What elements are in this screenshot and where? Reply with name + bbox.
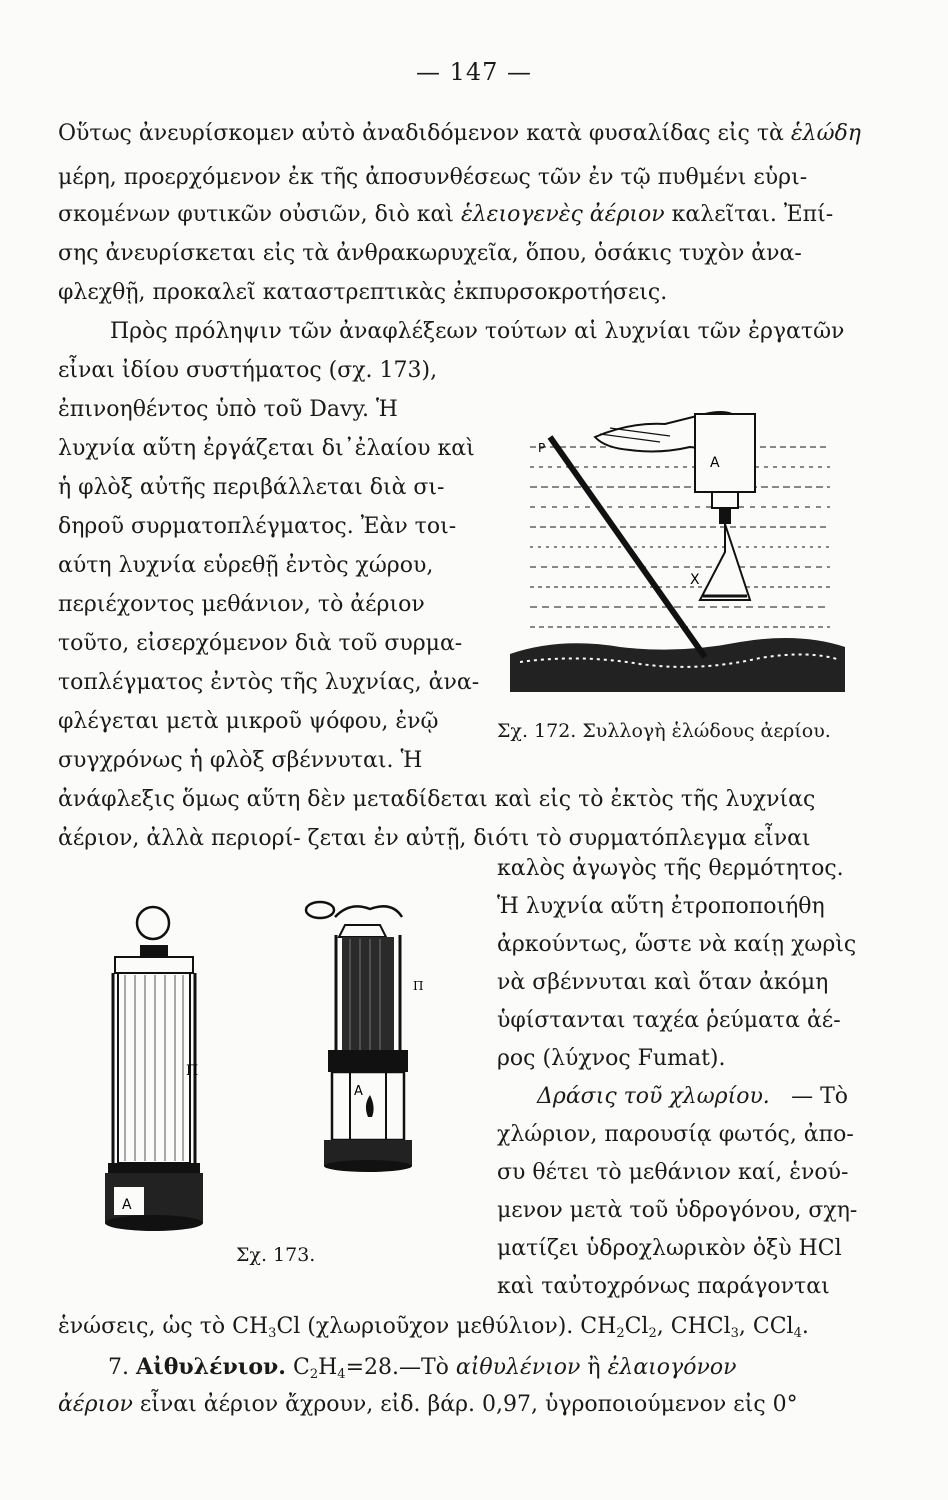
text-line: Δράσις τοῦ χλωρίου. — Τὸ bbox=[537, 1084, 848, 1109]
davy-lamp-left bbox=[105, 907, 203, 1231]
text-line: καλὸς ἀγωγὸς τῆς θερμότητος. bbox=[497, 856, 844, 881]
figure-173-caption: Σχ. 173. bbox=[236, 1244, 316, 1266]
text-line: ρος (λύχνος Fumat). bbox=[497, 1046, 726, 1071]
label-a-left: A bbox=[122, 1197, 132, 1213]
text-line: Πρὸς πρόληψιν τῶν ἀναφλέξεων τούτων αἱ λυχνίαι τῶν ἐργατῶν bbox=[110, 319, 845, 344]
text-line: ἀέριον, ἀλλὰ περιορί- ζεται ἐν αὐτῇ, διότι τὸ συρματόπλεγμα εἶναι bbox=[58, 826, 811, 851]
text-line: ἀέριον εἶναι ἀέριον ἄχρουν, εἰδ. βάρ. 0,97, ὑγροποιούμενον εἰς 0° bbox=[58, 1392, 798, 1417]
label-a-right: A bbox=[354, 1084, 363, 1099]
label-pi-right: Π bbox=[413, 979, 424, 993]
text-line: ὑφίστανται ταχέα ῥεύματα ἀέ- bbox=[497, 1008, 841, 1033]
text-line: συ θέτει τὸ μεθάνιον καί, ἑνού- bbox=[497, 1160, 849, 1185]
text-line: δηροῦ συρματοπλέγματος. Ἐὰν τοι- bbox=[58, 514, 457, 539]
text-line: καὶ ταὐτοχρόνως παράγονται bbox=[497, 1274, 830, 1299]
text-line: μενον μετὰ τοῦ ὑδρογόνου, σχη- bbox=[497, 1198, 858, 1223]
label-p: P bbox=[538, 441, 546, 455]
text-line: ἡ φλὸξ αὐτῆς περιβάλλεται διὰ σι- bbox=[58, 475, 445, 500]
text-line: περιέχοντος μεθάνιον, τὸ ἀέριον bbox=[58, 592, 425, 617]
figure-173-davy-lamps bbox=[80, 895, 480, 1240]
text-line: χλώριον, παρουσίᾳ φωτός, ἀπο- bbox=[497, 1122, 854, 1147]
figure-172-caption: Σχ. 172. Συλλογὴ ἑλώδους ἀερίου. bbox=[497, 720, 831, 742]
text-line: φλέγεται μετὰ μικροῦ ψόφου, ἐνῷ bbox=[58, 709, 439, 734]
text-line: ἐπινοηθέντος ὑπὸ τοῦ Davy. Ἡ bbox=[58, 397, 398, 422]
mud-ground bbox=[510, 638, 845, 692]
label-a: A bbox=[710, 455, 720, 471]
text-line: αύτη λυχνία εὑρεθῇ ἐντὸς χώρου, bbox=[58, 553, 434, 578]
davy-lamp-right bbox=[306, 902, 423, 1172]
text-line: ἀρκούντως, ὥστε νὰ καίῃ χωρὶς bbox=[497, 932, 857, 957]
text-line: Οὕτως ἀνευρίσκομεν αὐτὸ ἀναδιδόμενον κατὰ φυσαλίδας εἰς τὰ ἑλώδη bbox=[58, 121, 861, 146]
label-pi-left: Π bbox=[186, 1063, 199, 1079]
text-line: ἀνάφλεξις ὅμως αὕτη δὲν μεταδίδεται καὶ εἰς τὸ ἐκτὸς τῆς λυχνίας bbox=[58, 787, 816, 812]
text-line: μέρη, προερχόμενον ἐκ τῆς ἀποσυνθέσεως τῶν ἐν τῷ πυθμένι εὑρι- bbox=[58, 165, 808, 190]
text-line: τοῦτο, εἰσερχόμενον διὰ τοῦ συρμα- bbox=[58, 631, 463, 656]
text-line: ματίζει ὑδροχλωρικὸν ὀξὺ HCl bbox=[497, 1236, 842, 1261]
text-line: σκομένων φυτικῶν οὐσιῶν, διὸ καὶ ἑλειογενὲς ἀέριον καλεῖται. Ἐπί- bbox=[58, 202, 834, 227]
text-line: σης ἀνευρίσκεται εἰς τὰ ἀνθρακωρυχεῖα, ὅπου, ὁσάκις τυχὸν ἀνα- bbox=[58, 241, 802, 266]
text-line: φλεχθῇ, προκαλεῖ καταστρεπτικὰς ἐκπυρσοκροτήσεις. bbox=[58, 280, 668, 305]
text-line: ἑνώσεις, ὡς τὸ $CH_3Cl$ (χλωριοῦχον μεθύλιον). $CH_2Cl_2$, CHCl$_3$, CCl$_4$. bbox=[58, 1314, 809, 1341]
text-line: εἶναι ἰδίου συστήματος (σχ. 173), bbox=[58, 358, 438, 383]
label-x: X bbox=[690, 572, 700, 588]
text-line: τοπλέγματος ἐντὸς τῆς λυχνίας, ἀνα- bbox=[58, 670, 480, 695]
text-line: συγχρόνως ἡ φλὸξ σβέννυται. Ἡ bbox=[58, 748, 423, 773]
funnel-x bbox=[700, 524, 750, 600]
section-heading-line: 7. Αἰθυλένιον. $C_2H_4=28.—Tὸ$ αἰθυλένιον ἢ ἐλαιογόνον bbox=[108, 1354, 737, 1382]
text-line: λυχνία αὕτη ἐργάζεται δι᾽ἐλαίου καὶ bbox=[58, 436, 475, 461]
text-line: νὰ σβέννυται καὶ ὅταν ἀκόμη bbox=[497, 970, 829, 995]
figure-172-marsh-gas-collection bbox=[500, 392, 850, 722]
stirring-stick bbox=[550, 437, 705, 657]
page-number: — 147 — bbox=[415, 58, 533, 86]
bottle-a bbox=[695, 414, 755, 492]
text-line: Ἡ λυχνία αὕτη ἐτροποποιήθη bbox=[497, 894, 825, 919]
